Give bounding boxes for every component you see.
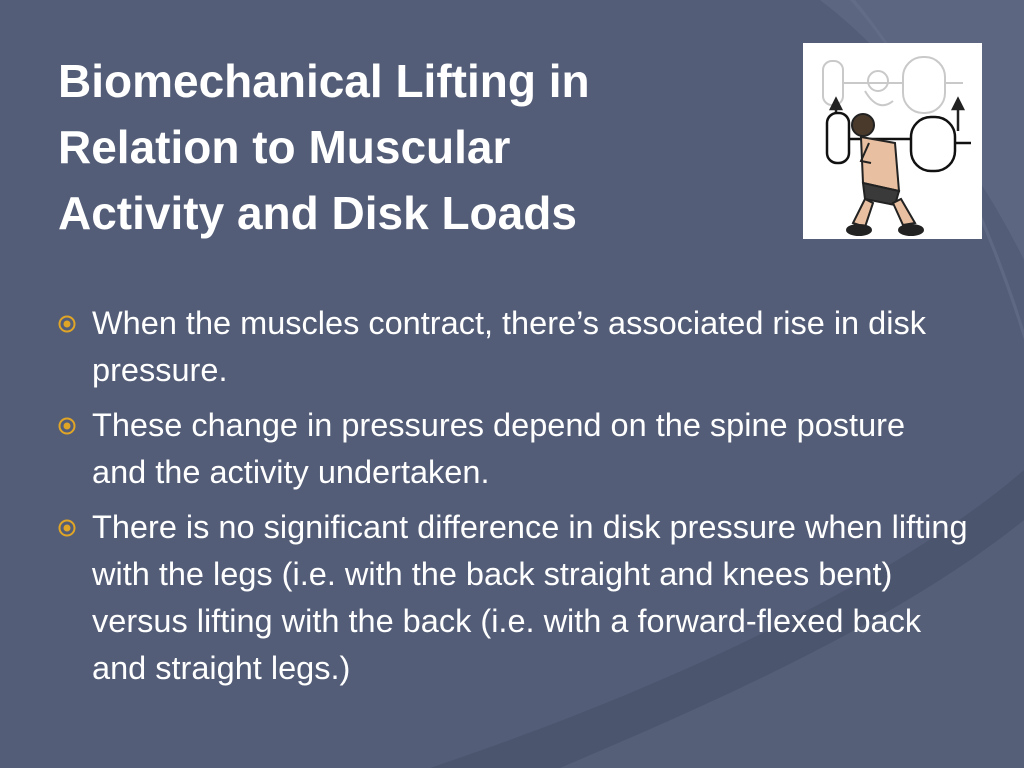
title-line: Relation to Muscular (58, 121, 511, 173)
target-bullet-icon (58, 315, 76, 333)
title-line: Biomechanical Lifting in (58, 55, 590, 107)
bullet-text: These change in pressures depend on the spine posture and the activity undertaken. (92, 407, 906, 490)
bullet-text: When the muscles contract, there’s associated rise in disk pressure. (92, 305, 926, 388)
title-line: Activity and Disk Loads (58, 187, 577, 239)
squat-lifter-illustration (803, 43, 982, 239)
target-bullet-icon (58, 417, 76, 435)
bullet-item (58, 402, 968, 496)
bullet-item (58, 300, 968, 394)
bullet-text: There is no significant difference in disk pressure when lifting with the legs (i.e. with the back straight and knees bent) versus lifting with the back (i.e. with a forward-flexed back and straight legs.) (92, 509, 968, 686)
bullet-list (58, 300, 968, 700)
slide-title (58, 48, 778, 246)
target-bullet-icon (58, 519, 76, 537)
bullet-item (58, 504, 968, 692)
